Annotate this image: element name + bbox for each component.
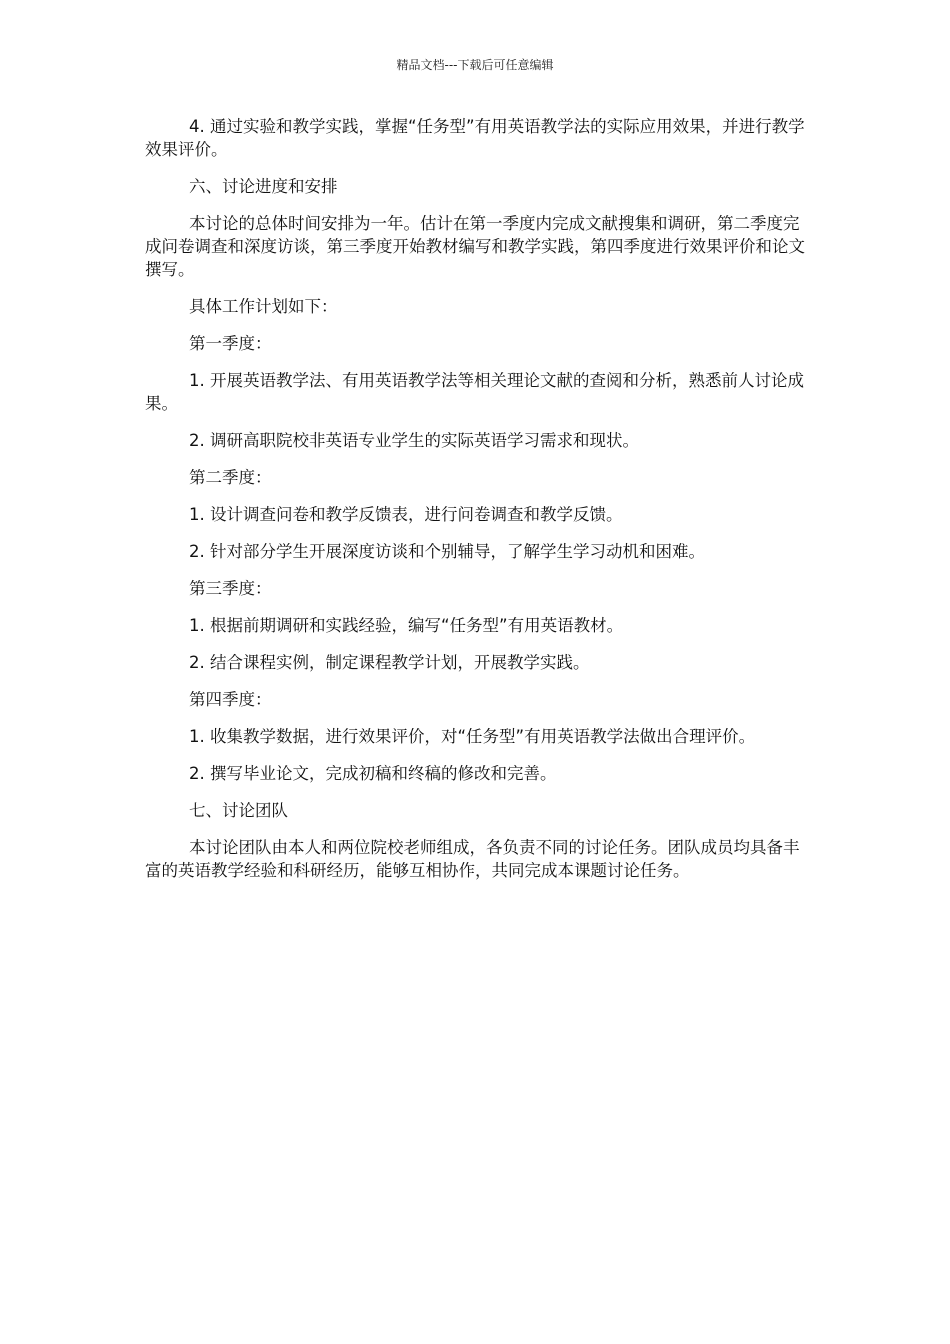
q1-item-2: 2. 调研高职院校非英语专业学生的实际英语学习需求和现状。 (189, 431, 639, 450)
q2-item-2: 2. 针对部分学生开展深度访谈和个别辅导，了解学生学习动机和困难。 (189, 542, 705, 561)
q3-item-2: 2. 结合课程实例，制定课程教学计划，开展教学实践。 (189, 653, 590, 672)
quarter-heading-q1: 第一季度： (189, 334, 272, 353)
paragraph-objective-4: 4. 通过实验和教学实践，掌握“任务型”有用英语教学法的实际应用效果，并进行教学效果评价。 (145, 117, 805, 159)
section-heading-schedule: 六、讨论进度和安排 (189, 177, 338, 196)
q4-item-2: 2. 撰写毕业论文，完成初稿和终稿的修改和完善。 (189, 764, 557, 783)
q2-item-1: 1. 设计调查问卷和教学反馈表，进行问卷调查和教学反馈。 (189, 505, 623, 524)
paragraph-plan-intro: 具体工作计划如下： (189, 297, 338, 316)
q4-item-1: 1. 收集教学数据，进行效果评价，对“任务型”有用英语教学法做出合理评价。 (189, 727, 756, 746)
document-body (145, 115, 805, 896)
quarter-heading-q3: 第三季度： (189, 579, 272, 598)
paragraph-schedule-overview: 本讨论的总体时间安排为一年。估计在第一季度内完成文献搜集和调研，第二季度完成问卷调查和深度访谈，第三季度开始教材编写和教学实践，第四季度进行效果评价和论文撰写。 (145, 214, 805, 279)
quarter-heading-q4: 第四季度： (189, 690, 272, 709)
q1-item-1: 1. 开展英语教学法、有用英语教学法等相关理论文献的查阅和分析，熟悉前人讨论成果。 (145, 371, 804, 413)
section-heading-team: 七、讨论团队 (189, 801, 288, 820)
q3-item-1: 1. 根据前期调研和实践经验，编写“任务型”有用英语教材。 (189, 616, 624, 635)
page-header: 精品文档---下载后可任意编辑 (396, 58, 554, 72)
paragraph-team-description: 本讨论团队由本人和两位院校老师组成，各负责不同的讨论任务。团队成员均具备丰富的英语教学经验和科研经历，能够互相协作，共同完成本课题讨论任务。 (145, 838, 800, 880)
quarter-heading-q2: 第二季度： (189, 468, 272, 487)
